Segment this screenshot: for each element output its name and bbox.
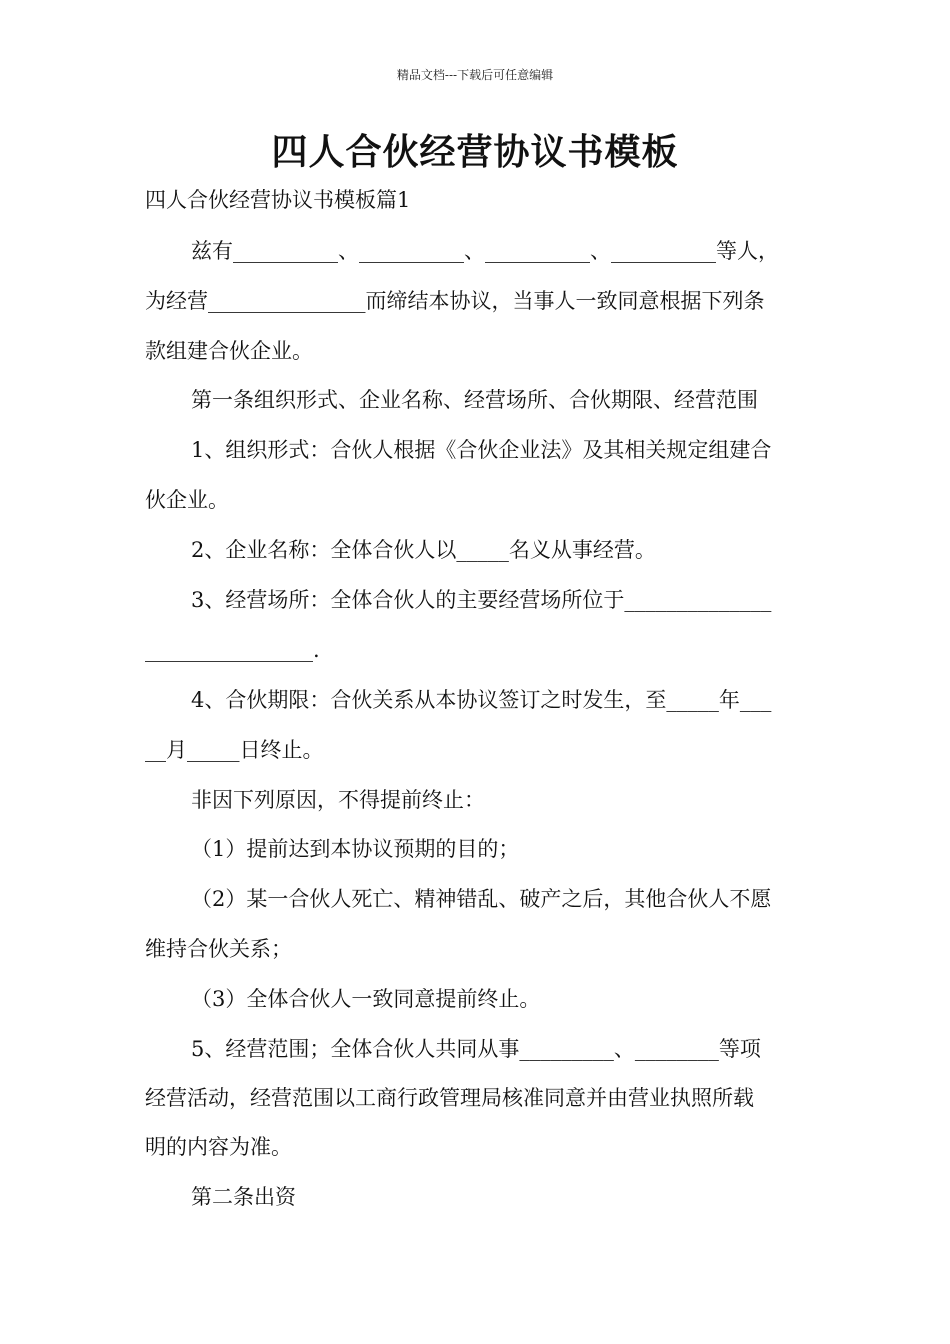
paragraph-line: 4、合伙期限：合伙关系从本协议签订之时发生，至_____年___ [191, 688, 772, 712]
paragraph-line: 款组建合伙企业。 [145, 339, 313, 363]
paragraph-line: 非因下列原因，不得提前终止： [191, 788, 485, 812]
paragraph-line: 明的内容为准。 [145, 1135, 292, 1159]
document-title: 四人合伙经营协议书模板 [271, 131, 679, 173]
paragraph-line: 3、经营场所：全体合伙人的主要经营场所位于______________ [191, 588, 772, 612]
paragraph-line: 2、企业名称：全体合伙人以_____名义从事经营。 [191, 538, 656, 562]
paragraph-line: 伙企业。 [145, 488, 229, 512]
paragraph-line: __月_____日终止。 [145, 738, 324, 762]
paragraph-line: ________________. [145, 638, 320, 662]
list-item: （3）全体合伙人一致同意提前终止。 [191, 987, 541, 1011]
list-item: （2）某一合伙人死亡、精神错乱、破产之后，其他合伙人不愿 [191, 887, 772, 911]
paragraph-line: 兹有__________、__________、__________、__________等人， [191, 239, 779, 263]
list-item: （1）提前达到本协议预期的目的； [191, 837, 520, 861]
article-heading: 第一条组织形式、企业名称、经营场所、合伙期限、经营范围 [191, 388, 758, 412]
paragraph-line: 经营活动，经营范围以工商行政管理局核准同意并由营业执照所载 [145, 1086, 754, 1110]
section-heading: 四人合伙经营协议书模板篇1 [145, 188, 411, 212]
page-header-note: 精品文档---下载后可任意编辑 [396, 68, 554, 82]
paragraph-line: 维持合伙关系； [145, 937, 292, 961]
paragraph-line: 1、组织形式：合伙人根据《合伙企业法》及其相关规定组建合 [191, 438, 772, 462]
article-heading: 第二条出资 [191, 1185, 296, 1209]
paragraph-line: 5、经营范围；全体合伙人共同从事_________、________等项 [191, 1037, 761, 1061]
paragraph-line: 为经营_______________而缔结本协议，当事人一致同意根据下列条 [145, 289, 765, 313]
